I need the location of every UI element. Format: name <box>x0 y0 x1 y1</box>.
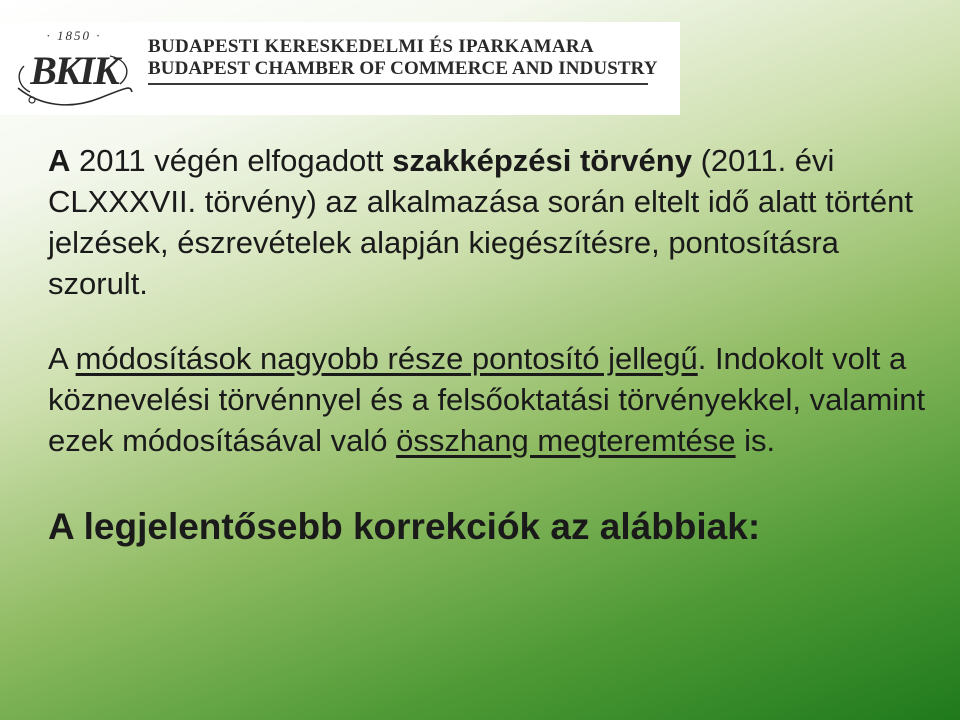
mod-harmony-phrase: összhang megteremtése <box>396 423 736 458</box>
corrections-heading: A legjelentősebb korrekciók az alábbiak: <box>48 506 761 547</box>
mod-text-end: is. <box>735 423 776 458</box>
mod-text: . Indokolt volt a köznevelési törvénnyel és a felsőoktatási törvényekkel, valamint ezek módosításával való <box>48 341 926 458</box>
svg-text:BKIK: BKIK <box>30 48 118 93</box>
slide-body <box>48 140 928 549</box>
intro-paragraph <box>48 140 928 304</box>
intro-law-name: szakképzési törvény <box>392 143 692 178</box>
organization-name <box>148 36 658 80</box>
intro-article: A <box>48 143 71 178</box>
header-banner <box>0 22 680 115</box>
org-name-english: BUDAPEST CHAMBER OF COMMERCE AND INDUSTRY <box>148 58 658 79</box>
mod-underlined-phrase: módosítások nagyobb része pontosító jellegű <box>75 341 698 376</box>
header-rule <box>148 83 648 85</box>
intro-text-rest: (2011. évi CLXXXVII. törvény) az alkalmazása során eltelt idő alatt történt jelzések, észrevételek alapján kiegészítésre, pontosításra szorult. <box>48 143 913 301</box>
intro-text: 2011 végén elfogadott <box>70 143 393 178</box>
mod-article: A <box>48 341 76 376</box>
svg-text:· 1850 ·: · 1850 · <box>46 28 102 43</box>
modifications-paragraph <box>48 338 928 461</box>
org-name-hungarian: BUDAPESTI KERESKEDELMI ÉS IPARKAMARA <box>148 36 594 57</box>
bkik-logo <box>10 26 138 112</box>
